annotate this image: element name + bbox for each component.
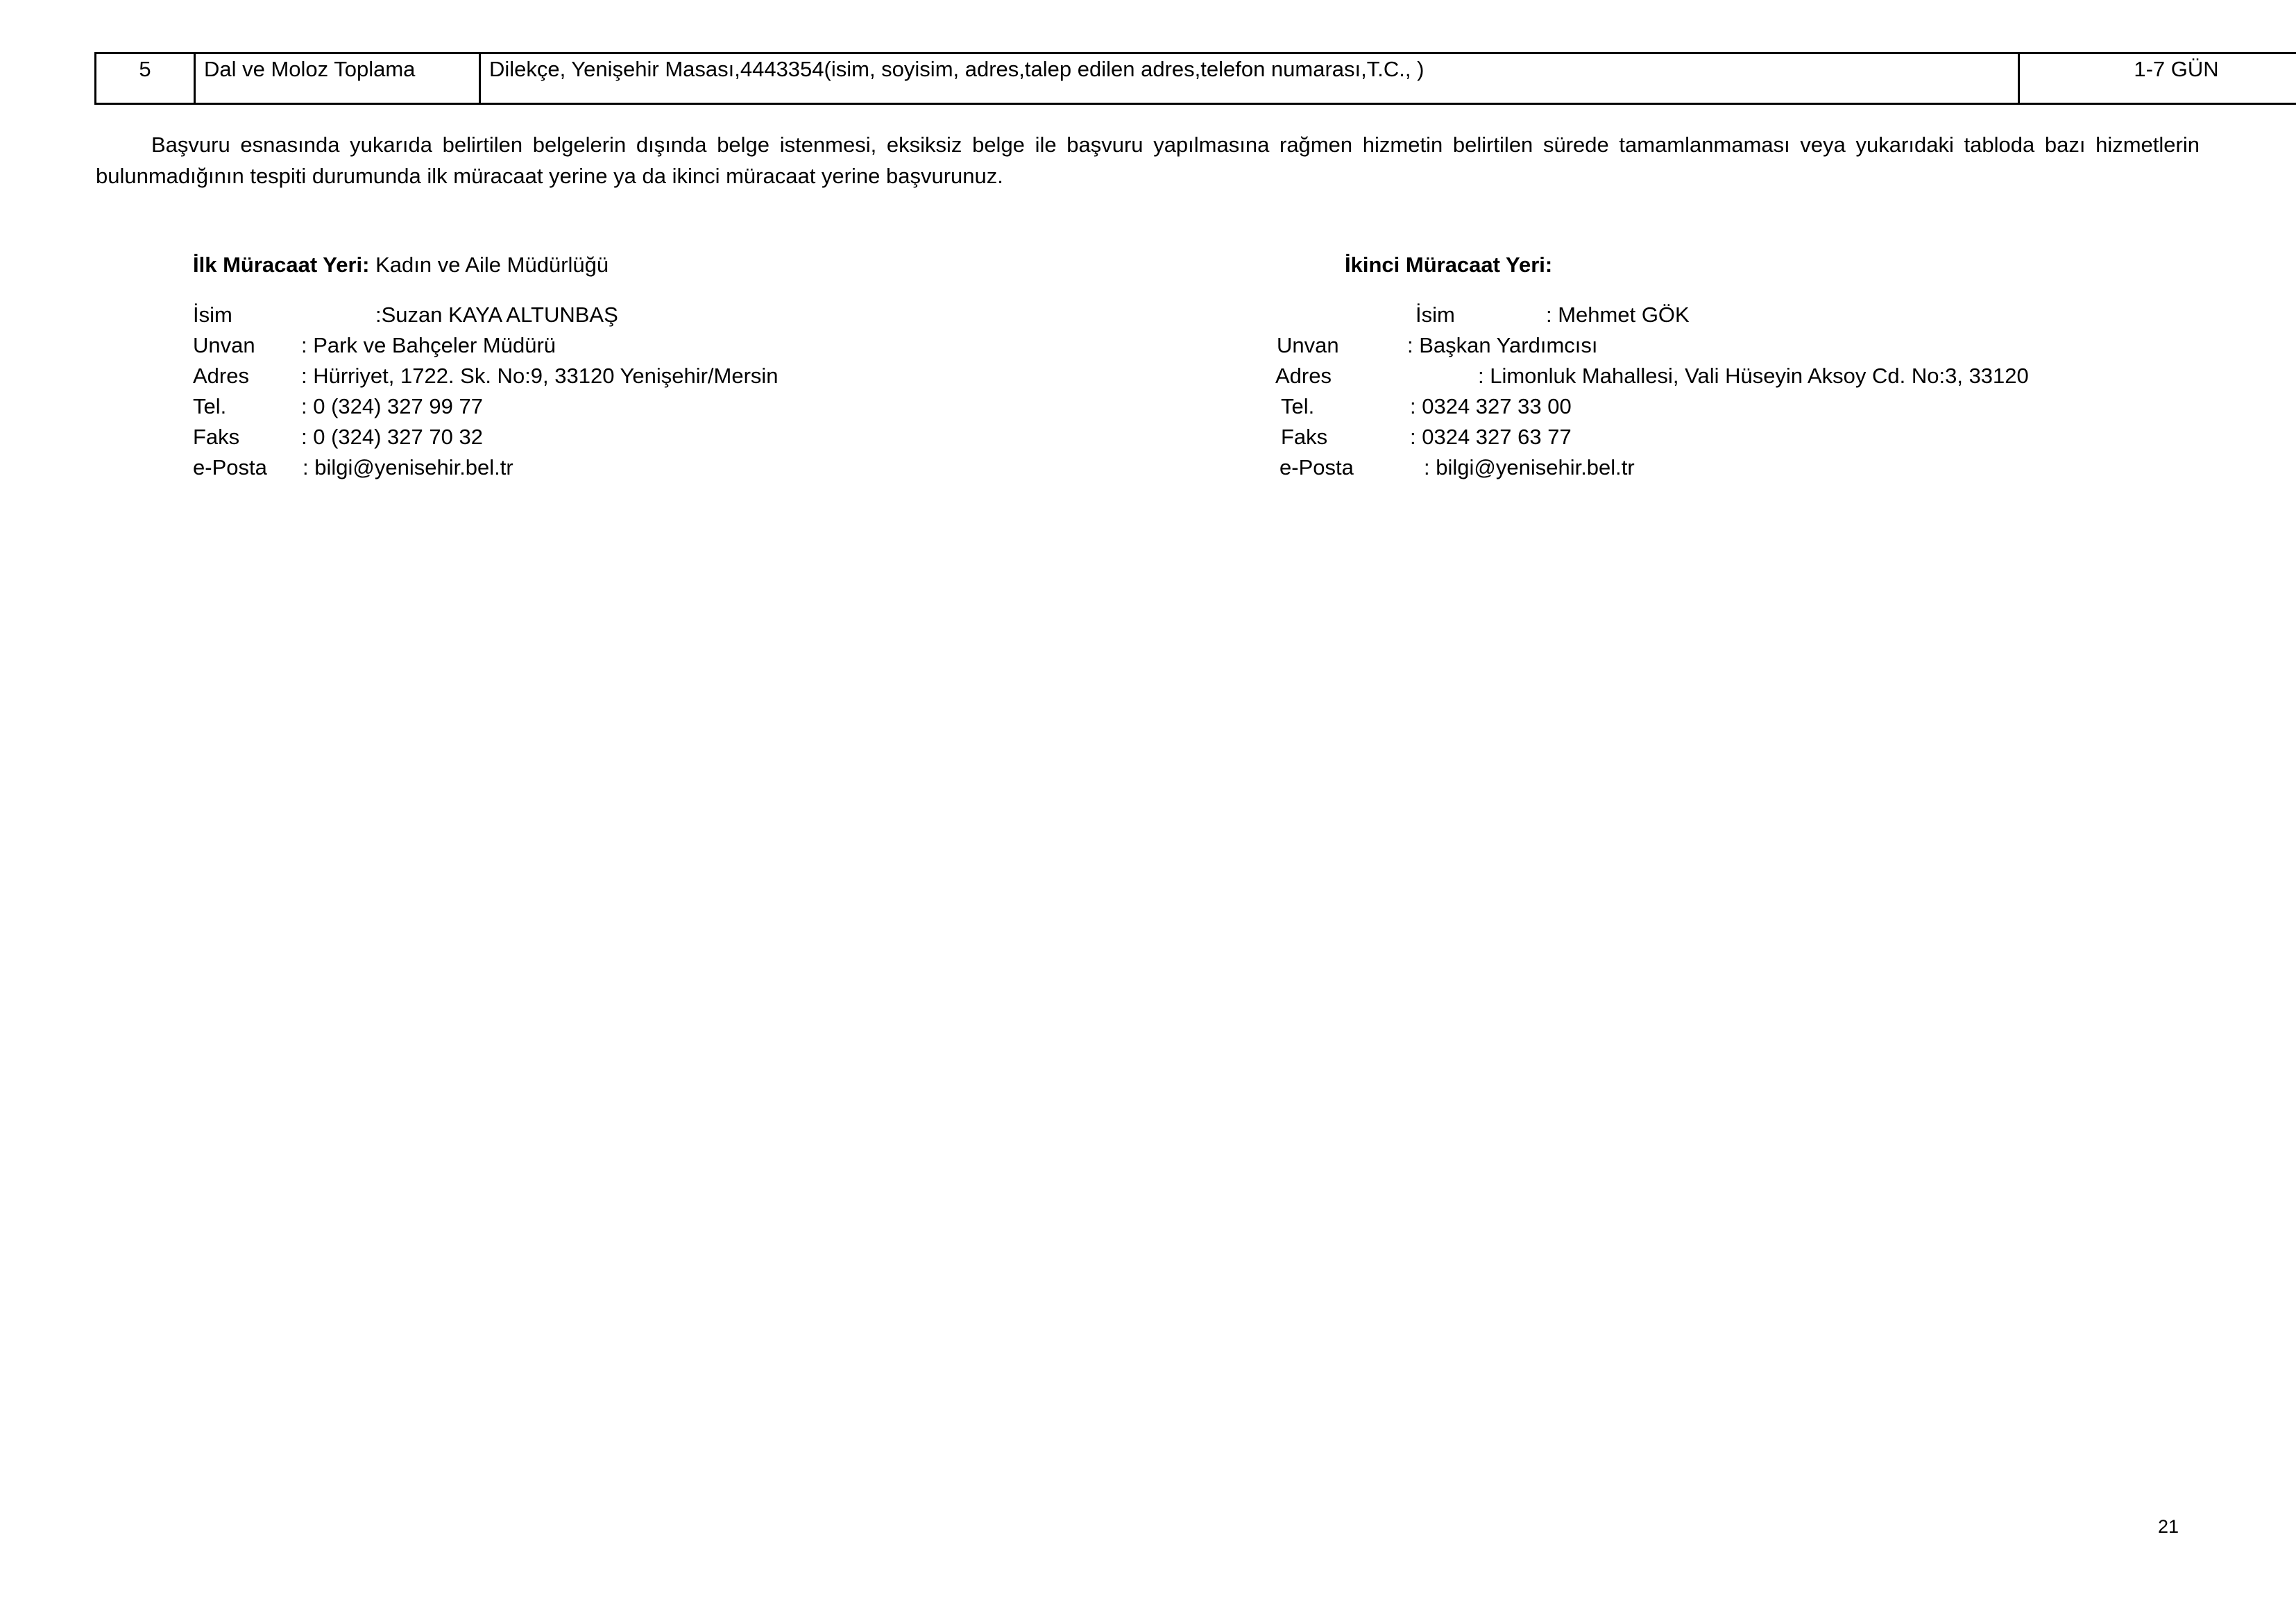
first-office-phone-label: Tel. (193, 394, 227, 418)
service-number-cell: 5 (96, 53, 195, 104)
second-office-email-label: e-Posta (1279, 455, 1354, 479)
second-office-title-label: Unvan (1277, 333, 1339, 357)
second-office-name-label: İsim (1415, 303, 1455, 327)
second-office-heading-label: İkinci Müracaat Yeri: (1345, 253, 1553, 277)
second-office-phone-label: Tel. (1281, 394, 1315, 418)
first-office-email-label: e-Posta (193, 455, 267, 479)
second-office-phone-value: : 0324 327 33 00 (1410, 394, 1572, 418)
service-table (94, 52, 2296, 105)
second-office-fax-value: : 0324 327 63 77 (1410, 425, 1572, 449)
first-office-fax-label: Faks (193, 425, 240, 449)
service-name-cell: Dal ve Moloz Toplama (195, 53, 480, 104)
second-office-name-value: : Mehmet GÖK (1546, 303, 1690, 327)
second-office-email-value: : bilgi@yenisehir.bel.tr (1424, 455, 1635, 479)
first-office-phone-value: : 0 (324) 327 99 77 (301, 394, 483, 418)
second-office-address-value: : Limonluk Mahallesi, Vali Hüseyin Aksoy Cd. No:3, 33120 (1478, 364, 2029, 388)
second-office-fax-label: Faks (1281, 425, 1328, 449)
first-office-name-value: :Suzan KAYA ALTUNBAŞ (375, 303, 618, 327)
first-office-address-label: Adres (193, 364, 249, 388)
application-note: Başvuru esnasında yukarıda belirtilen belgelerin dışında belge istenmesi, eksiksiz belge ile başvuru yapılmasına rağmen hizmetin belirtilen sürede tamamlanmaması veya yukarıdaki tabloda bazı hizmetlerin bulunmadığının tespiti durumunda ilk müracaat yerine ya da ikinci müracaat yerine başvurunuz. (96, 133, 2200, 188)
first-office-email-value: : bilgi@yenisehir.bel.tr (303, 455, 513, 479)
first-office-name-label: İsim (193, 303, 232, 327)
first-office-address-value: : Hürriyet, 1722. Sk. No:9, 33120 Yenişehir/Mersin (301, 364, 779, 388)
second-office-title-value: : Başkan Yardımcısı (1407, 333, 1598, 357)
table-row (96, 53, 2296, 104)
first-office-title-label: Unvan (193, 333, 255, 357)
page-number: 21 (2158, 1516, 2179, 1537)
second-office-heading (1345, 253, 1552, 278)
first-office-heading-label: İlk Müracaat Yeri: (193, 253, 370, 277)
second-office-address-label: Adres (1275, 364, 1332, 388)
first-office-fax-value: : 0 (324) 327 70 32 (301, 425, 483, 449)
required-documents-cell: Dilekçe, Yenişehir Masası,4443354(isim, soyisim, adres,talep edilen adres,telefon numarası,T.C., ) (480, 53, 2019, 104)
duration-cell: 1-7 GÜN (2019, 53, 2296, 104)
first-office-heading (193, 253, 609, 278)
first-office-heading-value: Kadın ve Aile Müdürlüğü (375, 253, 609, 277)
first-office-title-value: : Park ve Bahçeler Müdürü (301, 333, 556, 357)
